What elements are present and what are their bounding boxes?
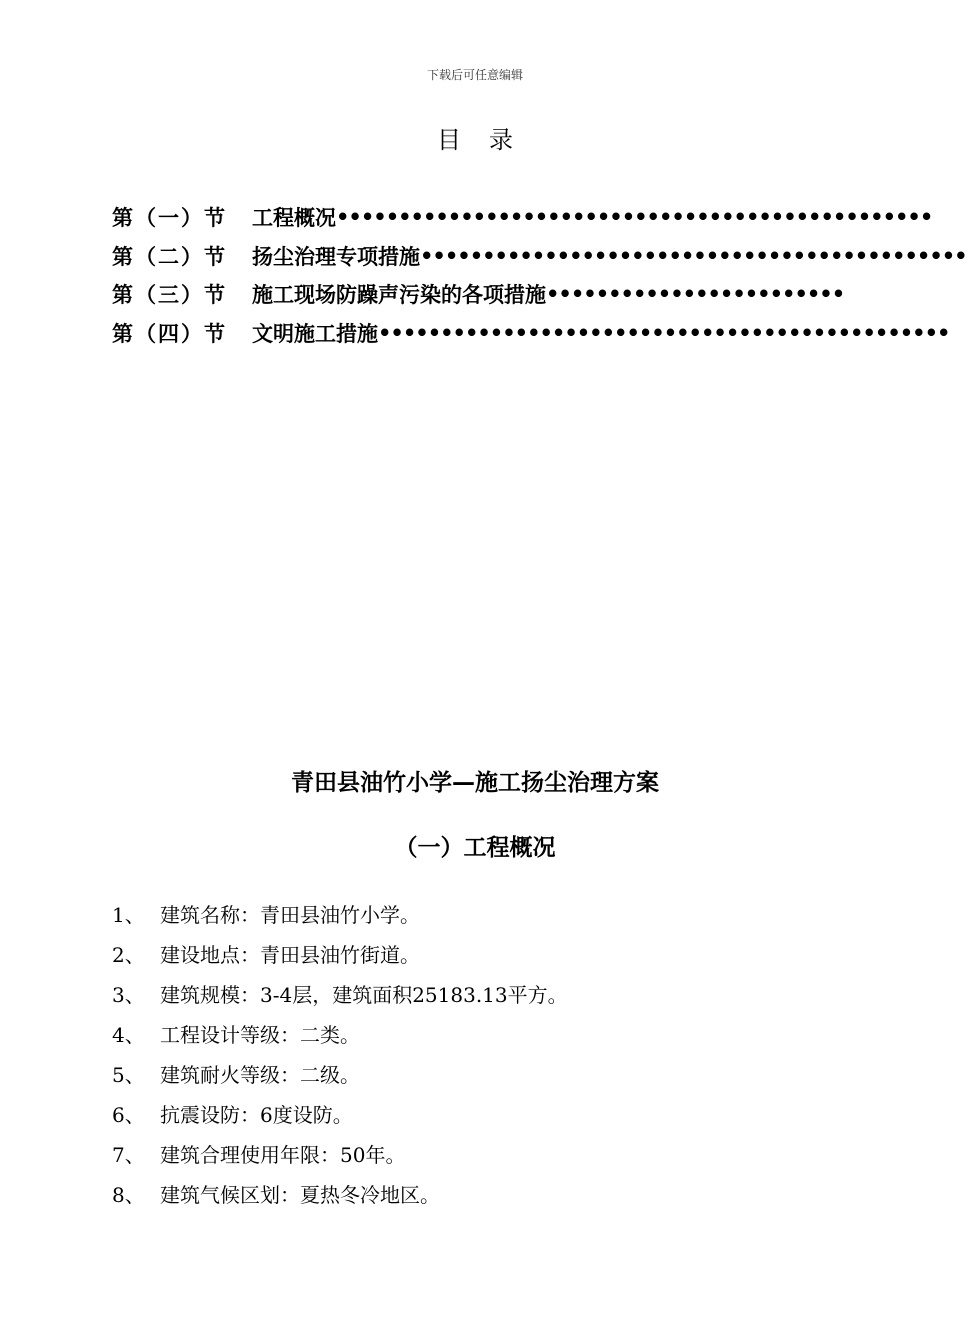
toc-entry-title: 施工现场防躁声污染的各项措施 bbox=[252, 283, 546, 308]
toc-entry-title: 文明施工措施 bbox=[252, 321, 378, 346]
toc-entry-number: 第（一）节 bbox=[112, 206, 227, 231]
list-item-text: 建筑规模：3-4层，建筑面积25183.13平方。 bbox=[160, 982, 568, 1007]
list-item bbox=[112, 1173, 872, 1213]
list-item bbox=[112, 1093, 872, 1133]
toc-entry[interactable] bbox=[112, 198, 933, 237]
list-item-text: 建设地点：青田县油竹街道。 bbox=[160, 942, 420, 967]
list-item bbox=[112, 1013, 872, 1053]
section-heading: （一）工程概况 bbox=[394, 835, 556, 861]
list-item-text: 建筑名称：青田县油竹小学。 bbox=[160, 902, 420, 927]
header-note: 下载后可任意编辑 bbox=[426, 68, 523, 82]
project-overview-list bbox=[112, 893, 872, 1213]
list-item bbox=[112, 1053, 872, 1093]
list-item-number: 3、 bbox=[112, 982, 145, 1007]
list-item-text: 建筑耐火等级：二级。 bbox=[160, 1062, 360, 1087]
list-item-number: 2、 bbox=[112, 942, 145, 967]
toc-entry-number: 第（三）节 bbox=[112, 283, 227, 308]
document-title: 青田县油竹小学—施工扬尘治理方案 bbox=[291, 770, 659, 796]
list-item-number: 8、 bbox=[112, 1182, 145, 1207]
toc-entry[interactable] bbox=[112, 314, 950, 353]
toc-entry-title: 扬尘治理专项措施 bbox=[252, 244, 420, 269]
toc-entry-number: 第（二）节 bbox=[112, 244, 227, 269]
toc-entry[interactable] bbox=[112, 275, 845, 314]
list-item-number: 6、 bbox=[112, 1102, 145, 1127]
toc-leader-dots: •••••••••••••••••••••••••••••••••••••••••••••••• bbox=[336, 205, 933, 230]
toc-leader-dots: •••••••••••••••••••••••••••••••••••••••••••••• bbox=[378, 320, 950, 345]
toc-entry[interactable] bbox=[112, 237, 967, 276]
list-item-number: 4、 bbox=[112, 1022, 145, 1047]
list-item-number: 7、 bbox=[112, 1142, 145, 1167]
list-item-text: 抗震设防：6度设防。 bbox=[160, 1102, 353, 1127]
list-item-number: 1、 bbox=[112, 902, 145, 927]
toc-title: 目录 bbox=[437, 126, 541, 154]
toc-entry-number: 第（四）节 bbox=[112, 321, 227, 346]
list-item bbox=[112, 1133, 872, 1173]
list-item bbox=[112, 973, 872, 1013]
toc-entry-title: 工程概况 bbox=[252, 206, 336, 231]
table-of-contents bbox=[112, 198, 967, 352]
list-item bbox=[112, 933, 872, 973]
list-item-text: 建筑合理使用年限：50年。 bbox=[160, 1142, 406, 1167]
list-item-number: 5、 bbox=[112, 1062, 145, 1087]
list-item bbox=[112, 893, 872, 933]
list-item-text: 建筑气候区划：夏热冬冷地区。 bbox=[160, 1182, 440, 1207]
list-item-text: 工程设计等级：二类。 bbox=[160, 1022, 360, 1047]
toc-leader-dots: •••••••••••••••••••••••••••••••••••••••••••• bbox=[420, 243, 967, 268]
toc-leader-dots: •••••••••••••••••••••••• bbox=[546, 282, 845, 307]
